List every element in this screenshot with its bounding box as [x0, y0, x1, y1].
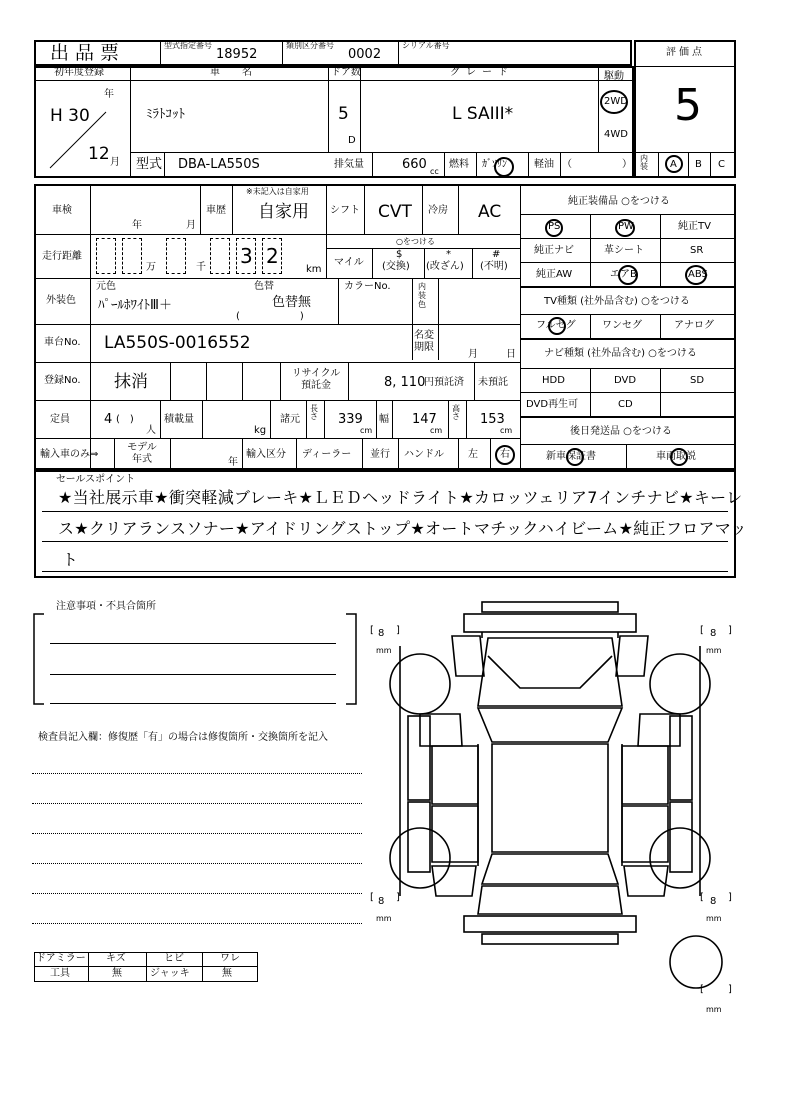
interior-grade-c: C: [718, 159, 725, 170]
doors-value: 5: [338, 104, 349, 124]
interior-grade-a: A: [670, 159, 677, 170]
interior-color-label: 内装色: [418, 282, 426, 309]
unknown-label: (不明): [480, 261, 508, 272]
fuel-circle: [494, 157, 514, 177]
exterior-label: 外装色: [46, 295, 76, 306]
equip-abs-circle: [685, 265, 707, 285]
tire-rl-value: 8: [378, 896, 385, 907]
tire-rl-close: ]: [396, 892, 400, 903]
length-value: 339: [338, 412, 363, 427]
equip-nav: 純正ナビ: [534, 245, 574, 256]
equip-tv: 純正TV: [678, 221, 711, 232]
drive-4wd: 4WD: [604, 129, 628, 140]
tv-analog: アナログ: [674, 320, 714, 331]
history-value: 自家用: [258, 202, 309, 222]
import-label: 輸入車のみ⇒: [40, 449, 99, 460]
tire-fr-unit: mm: [706, 646, 722, 655]
equip-airbag-circle: [618, 265, 638, 285]
width-value: 147: [412, 412, 437, 427]
reg-era: H 30: [50, 106, 90, 126]
light-oil-close: ）: [622, 159, 632, 170]
drive-2wd: 2WD: [604, 96, 628, 107]
light-oil-label: 軽油: [534, 159, 554, 170]
color-change-paren: ( ): [236, 311, 304, 322]
displacement-label: 排気量: [334, 159, 364, 170]
shaken-label: 車検: [52, 205, 72, 216]
serial-label: シリアル番号: [402, 41, 450, 50]
fuel-label: 燃料: [449, 159, 469, 170]
mileage-digit-5: 3: [240, 244, 253, 268]
equip-ps: PS: [548, 221, 561, 232]
class-no-label: 類別区分番号: [286, 41, 334, 50]
mileage-box-3: [166, 238, 186, 274]
tampered-sym: *: [446, 249, 451, 260]
right-circle: [495, 445, 515, 465]
reg-month-unit: 月: [110, 157, 120, 168]
nav-dvdplay: DVD再生可: [526, 399, 579, 410]
nav-dvd: DVD: [614, 375, 637, 386]
docs-warranty: 新車保証書: [546, 451, 596, 462]
tire-rr-unit: mm: [706, 914, 722, 923]
first-reg-label: 初年度登録: [54, 67, 104, 78]
height-unit: cm: [500, 426, 513, 435]
tire-fr-close: ]: [728, 625, 732, 636]
tv-full: フルセグ: [536, 320, 576, 331]
equip-aw: 純正AW: [536, 269, 573, 280]
docs-warranty-circle: [566, 448, 584, 466]
chassis-label: 車台No.: [44, 337, 81, 348]
history-label: 車歴: [206, 205, 226, 216]
tv-title: TV種類 (社外品含む) ○をつける: [544, 296, 690, 307]
nav-title: ナビ種類 (社外品含む) ○をつける: [544, 348, 697, 359]
equip-ps-circle: [545, 219, 563, 237]
mileage-label: 走行距離: [42, 251, 82, 262]
damage-tools-label: 工具: [50, 968, 70, 979]
nav-hdd: HDD: [542, 375, 565, 386]
mile-label: マイル: [334, 257, 364, 268]
left-label: 左: [468, 449, 478, 460]
vehicle-name: ﾐﾗﾄｺｯﾄ: [146, 107, 185, 122]
chassis-value: LA550S-0016552: [104, 333, 251, 353]
length-label: 長さ: [310, 404, 318, 421]
damage-jack-value: 無: [222, 968, 232, 979]
color-no-label: カラーNo.: [344, 281, 391, 292]
orig-color-label: 元色: [96, 281, 116, 292]
drive-2wd-circle: [600, 90, 628, 114]
ac-value: AC: [478, 202, 502, 222]
height-value: 153: [480, 412, 505, 427]
class-no: 0002: [348, 47, 382, 62]
type-no-label: 型式指定番号: [164, 41, 212, 50]
damage-header-crack: ヒビ: [164, 953, 184, 964]
sales-line-3: ト: [62, 550, 79, 569]
grade-label: グレード: [450, 67, 514, 78]
caution-brackets: [30, 610, 360, 710]
width-label: 幅: [379, 414, 389, 425]
car-diagram: [360, 596, 740, 1026]
dealer-label: ディーラー: [302, 449, 352, 460]
mileage-box-4: [210, 238, 230, 274]
mileage-unit: km: [306, 264, 322, 275]
tv-one: ワンセグ: [602, 320, 642, 331]
damage-header-break: ワレ: [220, 953, 240, 964]
capacity-paren: ( ): [116, 414, 134, 425]
tire-rr-open: [: [700, 892, 704, 903]
mileage-box-2: [122, 238, 142, 274]
recycle-pending: 未預託: [478, 377, 508, 388]
mileage-digit-6: 2: [266, 244, 279, 268]
shift-label: シフト: [330, 205, 360, 216]
interior-label: 内装: [640, 154, 648, 171]
shaken-year: 年: [132, 220, 142, 231]
tire-fl-close: ]: [396, 625, 400, 636]
docs-manual-circle: [670, 448, 688, 466]
import-class-label: 輸入区分: [246, 449, 286, 460]
tire-spare-open: [: [700, 984, 704, 995]
history-note: ※未記入は自家用: [246, 187, 309, 196]
equip-abs: ABS: [688, 269, 708, 280]
interior-a-circle: [665, 155, 683, 173]
tire-fr-open: [: [700, 625, 704, 636]
mileage-man: 万: [146, 262, 156, 273]
tire-rr-value: 8: [710, 896, 717, 907]
displacement-value: 660: [402, 157, 427, 172]
type-no: 18952: [216, 47, 258, 62]
tire-rr-close: ]: [728, 892, 732, 903]
recycle-status: 円預託済: [424, 377, 464, 388]
capacity-label: 定員: [50, 414, 70, 425]
capacity-value: 4: [104, 412, 113, 427]
tire-rl-open: [: [370, 892, 374, 903]
model-value: DBA-LA550S: [178, 157, 260, 172]
reg-month: 12: [88, 144, 110, 164]
parallel-label: 並行: [370, 449, 390, 460]
fuel-value: ｶﾞｿﾘﾝ: [482, 159, 507, 170]
model-year-unit: 年: [228, 457, 238, 468]
orig-color-value: ﾊﾟｰﾙﾎﾜｲﾄⅢ＋: [98, 298, 172, 313]
capacity-unit: 人: [146, 425, 156, 436]
interior-grade-b: B: [695, 159, 702, 170]
replaced-label: (交換): [382, 261, 410, 272]
registration-value: 抹消: [114, 372, 148, 392]
tire-fl-open: [: [370, 625, 374, 636]
tire-fr-value: 8: [710, 628, 717, 639]
right-label: 右: [500, 449, 510, 460]
nav-sd: SD: [690, 375, 705, 386]
equip-pw: PW: [618, 221, 634, 232]
form-title: 出品票: [50, 42, 126, 64]
color-change-value: 色替無: [272, 295, 312, 310]
doors-suffix: D: [348, 135, 356, 146]
color-change-label: 色替: [254, 281, 274, 292]
replaced-sym: $: [396, 249, 403, 260]
doors-label: ドア数: [331, 67, 361, 78]
tv-full-circle: [548, 317, 566, 335]
height-label: 高さ: [452, 404, 460, 421]
damage-jack-label: ジャッキ: [150, 968, 190, 979]
equip-airbag: エアB: [610, 269, 637, 280]
shift-value: CVT: [378, 202, 412, 222]
load-label: 積載量: [164, 414, 194, 425]
sales-label: セールスポイント: [56, 474, 136, 485]
mark-note: ○をつける: [396, 237, 435, 246]
recycle-amount: 8, 110: [384, 375, 426, 390]
model-label: 型式: [136, 157, 163, 172]
tire-spare-close: ]: [728, 984, 732, 995]
equip-sr: SR: [690, 245, 704, 256]
docs-manual: 車両取説: [656, 451, 696, 462]
unknown-sym: #: [492, 249, 501, 260]
damage-header-mirror: ドアミラー: [36, 953, 86, 964]
light-oil-open: （: [562, 159, 572, 170]
tire-fl-unit: mm: [376, 646, 392, 655]
width-unit: cm: [430, 426, 443, 435]
tire-rl-unit: mm: [376, 914, 392, 923]
sales-line-1: ★当社展示車★衝突軽減ブレーキ★ＬＥＤヘッドライト★カロッツェリア7インチナビ★キーレ: [58, 488, 743, 507]
recycle-label: リサイクル預託金: [291, 368, 341, 391]
load-unit: kg: [254, 425, 267, 436]
ac-label: 冷房: [428, 205, 448, 216]
rating-value: 5: [674, 80, 702, 131]
tampered-label: (改ざん): [426, 261, 464, 272]
tire-spare-unit: mm: [706, 1005, 722, 1014]
caution-label: 注意事項・不具合箇所: [56, 601, 156, 612]
damage-header-scratch: キズ: [106, 953, 126, 964]
reg-year-unit: 年: [104, 89, 114, 100]
sales-line-2: ス★クリアランスソナー★アイドリングストップ★オートマチックハイビーム★純正フロアマッ: [58, 519, 747, 538]
title-change-day: 日: [506, 349, 516, 360]
inspector-label: 検査員記入欄：修復歴「有」の場合は修復箇所・交換箇所を記入: [38, 732, 328, 743]
rating-label: 評価点: [666, 47, 705, 58]
mileage-box-1: [96, 238, 116, 274]
model-year-label: モデル年式: [127, 442, 157, 465]
displacement-unit: cc: [430, 167, 439, 176]
length-unit: cm: [360, 426, 373, 435]
tire-fl-value: 8: [378, 628, 385, 639]
handle-label: ハンドル: [404, 449, 444, 460]
docs-title: 後日発送品 ○をつける: [570, 426, 672, 437]
nav-cd: CD: [618, 399, 633, 410]
vehicle-name-label: 車 名: [210, 67, 258, 78]
equip-leather: 革シート: [604, 245, 644, 256]
registration-label: 登録No.: [44, 375, 81, 386]
dims-label: 諸元: [280, 414, 300, 425]
oem-title: 純正装備品 ○をつける: [568, 196, 670, 207]
mileage-sen: 千: [196, 262, 206, 273]
damage-tools-value: 無: [112, 968, 122, 979]
drive-label: 駆動: [604, 71, 624, 82]
equip-pw-circle: [615, 219, 635, 237]
shaken-month: 月: [186, 220, 196, 231]
title-change-label: 名変期限: [414, 330, 434, 353]
title-change-month: 月: [468, 349, 478, 360]
grade-value: L SAIII*: [452, 104, 514, 124]
